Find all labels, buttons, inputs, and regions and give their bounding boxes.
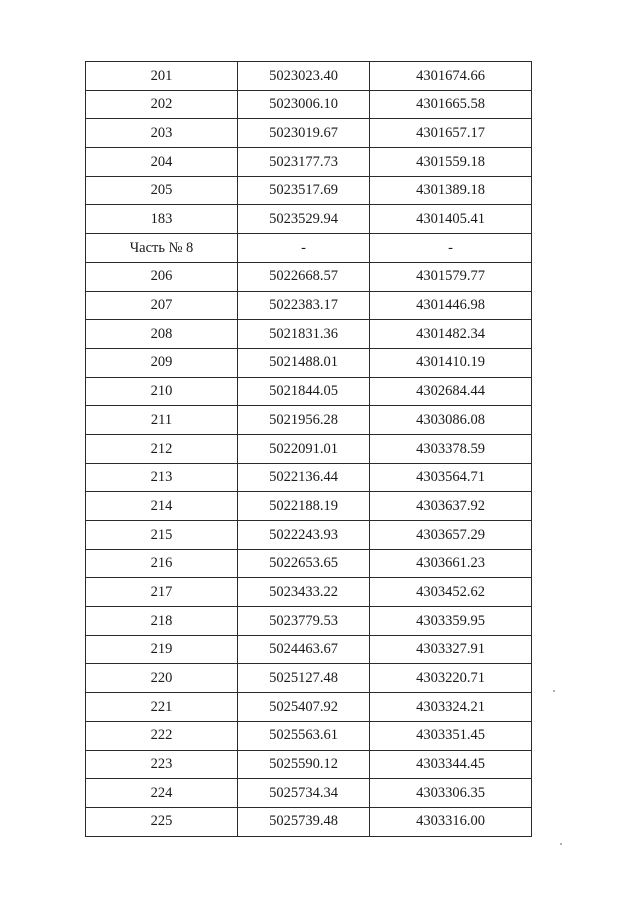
table-row (86, 119, 532, 148)
table-row (86, 62, 532, 91)
y-coordinate-cell: 4303359.95 (370, 607, 532, 636)
table-row (86, 521, 532, 550)
y-coordinate-cell: 4301410.19 (370, 348, 532, 377)
y-coordinate-cell: 4301446.98 (370, 291, 532, 320)
y-coordinate-cell: 4302684.44 (370, 377, 532, 406)
point-number-cell: 216 (86, 549, 238, 578)
table-row (86, 664, 532, 693)
x-coordinate-cell: 5023006.10 (238, 90, 370, 119)
y-coordinate-cell: 4303657.29 (370, 521, 532, 550)
point-number-cell: 222 (86, 721, 238, 750)
point-number-cell: 202 (86, 90, 238, 119)
y-coordinate-cell: 4303324.21 (370, 693, 532, 722)
x-coordinate-cell: 5022383.17 (238, 291, 370, 320)
point-number-cell: 220 (86, 664, 238, 693)
y-coordinate-cell: 4301559.18 (370, 148, 532, 177)
x-coordinate-cell: 5025590.12 (238, 750, 370, 779)
x-coordinate-cell: 5023177.73 (238, 148, 370, 177)
point-number-cell: 213 (86, 463, 238, 492)
x-coordinate-cell: 5025407.92 (238, 693, 370, 722)
table-row (86, 348, 532, 377)
table-row (86, 607, 532, 636)
x-coordinate-cell: 5023529.94 (238, 205, 370, 234)
table-row (86, 262, 532, 291)
y-coordinate-cell: 4303661.23 (370, 549, 532, 578)
x-coordinate-cell: 5022668.57 (238, 262, 370, 291)
point-number-cell: 224 (86, 779, 238, 808)
x-coordinate-cell: 5021831.36 (238, 320, 370, 349)
point-number-cell: 207 (86, 291, 238, 320)
point-number-cell: 204 (86, 148, 238, 177)
y-coordinate-cell: 4301482.34 (370, 320, 532, 349)
point-number-cell: 221 (86, 693, 238, 722)
point-number-cell: Часть № 8 (86, 234, 238, 263)
x-coordinate-cell: 5025734.34 (238, 779, 370, 808)
y-coordinate-cell: 4303086.08 (370, 406, 532, 435)
x-coordinate-cell: - (238, 234, 370, 263)
table-row (86, 635, 532, 664)
x-coordinate-cell: 5022091.01 (238, 434, 370, 463)
x-coordinate-cell: 5023433.22 (238, 578, 370, 607)
table-row (86, 377, 532, 406)
coordinates-table-body (86, 62, 532, 837)
point-number-cell: 209 (86, 348, 238, 377)
point-number-cell: 205 (86, 176, 238, 205)
table-row (86, 434, 532, 463)
y-coordinate-cell: 4303378.59 (370, 434, 532, 463)
point-number-cell: 201 (86, 62, 238, 91)
coordinates-table (85, 61, 532, 837)
point-number-cell: 211 (86, 406, 238, 435)
table-row (86, 779, 532, 808)
x-coordinate-cell: 5023019.67 (238, 119, 370, 148)
point-number-cell: 223 (86, 750, 238, 779)
y-coordinate-cell: 4303564.71 (370, 463, 532, 492)
table-row (86, 549, 532, 578)
table-row (86, 492, 532, 521)
table-row (86, 148, 532, 177)
x-coordinate-cell: 5021956.28 (238, 406, 370, 435)
point-number-cell: 183 (86, 205, 238, 234)
point-number-cell: 219 (86, 635, 238, 664)
y-coordinate-cell: 4303327.91 (370, 635, 532, 664)
y-coordinate-cell: 4301657.17 (370, 119, 532, 148)
x-coordinate-cell: 5022188.19 (238, 492, 370, 521)
x-coordinate-cell: 5023779.53 (238, 607, 370, 636)
x-coordinate-cell: 5021844.05 (238, 377, 370, 406)
point-number-cell: 225 (86, 807, 238, 836)
x-coordinate-cell: 5022653.65 (238, 549, 370, 578)
y-coordinate-cell: - (370, 234, 532, 263)
y-coordinate-cell: 4303306.35 (370, 779, 532, 808)
y-coordinate-cell: 4303344.45 (370, 750, 532, 779)
y-coordinate-cell: 4303351.45 (370, 721, 532, 750)
y-coordinate-cell: 4301665.58 (370, 90, 532, 119)
table-row (86, 406, 532, 435)
x-coordinate-cell: 5021488.01 (238, 348, 370, 377)
table-row (86, 693, 532, 722)
table-row (86, 463, 532, 492)
x-coordinate-cell: 5022136.44 (238, 463, 370, 492)
y-coordinate-cell: 4301405.41 (370, 205, 532, 234)
y-coordinate-cell: 4301389.18 (370, 176, 532, 205)
y-coordinate-cell: 4301674.66 (370, 62, 532, 91)
table-row (86, 291, 532, 320)
y-coordinate-cell: 4303637.92 (370, 492, 532, 521)
point-number-cell: 214 (86, 492, 238, 521)
table-row (86, 205, 532, 234)
point-number-cell: 217 (86, 578, 238, 607)
point-number-cell: 218 (86, 607, 238, 636)
x-coordinate-cell: 5025739.48 (238, 807, 370, 836)
point-number-cell: 215 (86, 521, 238, 550)
table-row (86, 750, 532, 779)
y-coordinate-cell: 4303316.00 (370, 807, 532, 836)
x-coordinate-cell: 5025127.48 (238, 664, 370, 693)
table-row (86, 721, 532, 750)
x-coordinate-cell: 5022243.93 (238, 521, 370, 550)
point-number-cell: 210 (86, 377, 238, 406)
scan-speck (553, 690, 555, 692)
x-coordinate-cell: 5023023.40 (238, 62, 370, 91)
y-coordinate-cell: 4303220.71 (370, 664, 532, 693)
point-number-cell: 203 (86, 119, 238, 148)
x-coordinate-cell: 5024463.67 (238, 635, 370, 664)
y-coordinate-cell: 4303452.62 (370, 578, 532, 607)
table-row (86, 176, 532, 205)
table-row (86, 90, 532, 119)
point-number-cell: 212 (86, 434, 238, 463)
table-row (86, 578, 532, 607)
table-row (86, 234, 532, 263)
y-coordinate-cell: 4301579.77 (370, 262, 532, 291)
x-coordinate-cell: 5023517.69 (238, 176, 370, 205)
point-number-cell: 206 (86, 262, 238, 291)
table-row (86, 807, 532, 836)
table-row (86, 320, 532, 349)
scan-speck (560, 843, 562, 845)
point-number-cell: 208 (86, 320, 238, 349)
x-coordinate-cell: 5025563.61 (238, 721, 370, 750)
